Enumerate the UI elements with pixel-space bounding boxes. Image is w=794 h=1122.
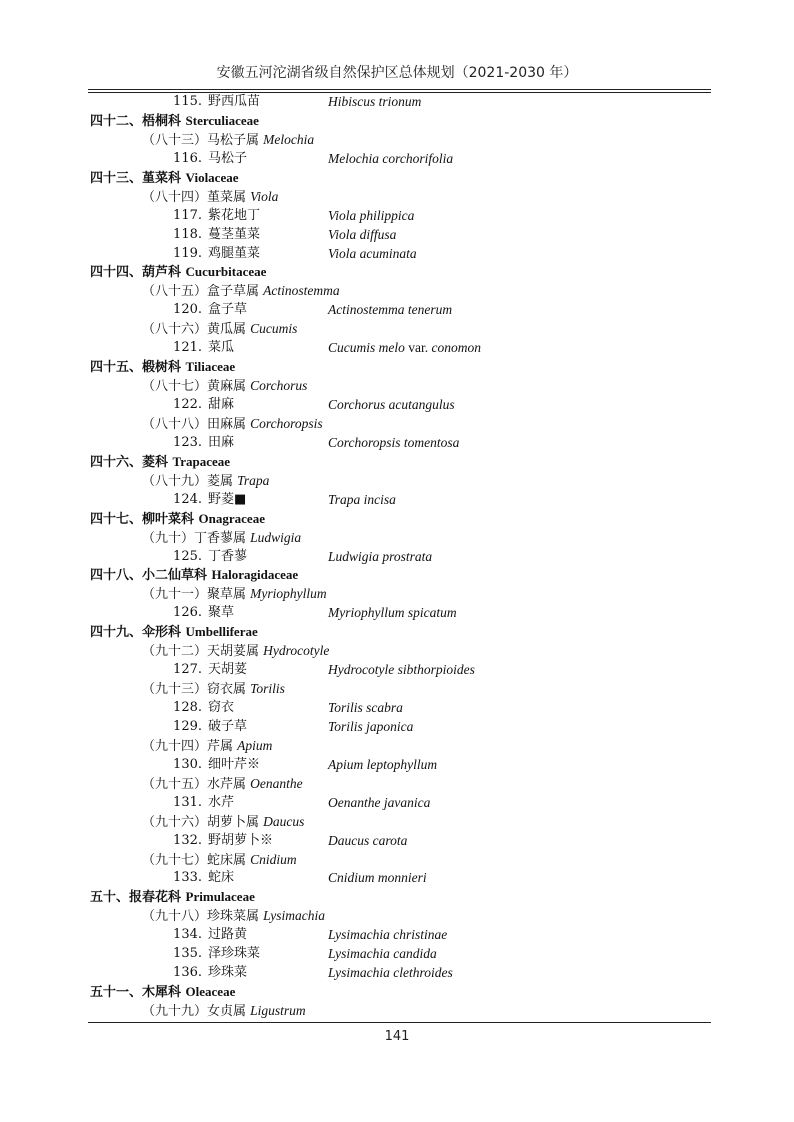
species-list [0,93,794,1021]
genus-cn: （九十四）芹属 [142,738,234,754]
species-number: 135. [173,946,202,962]
species-cn-name: 天胡荽 [208,662,248,678]
species-entry [0,301,794,320]
sci-binomial: Lysimachia clethroides [328,965,453,981]
sci-binomial: Hydrocotyle sibthorpioides [328,662,475,678]
genus-heading [0,131,794,150]
sci-binomial: Ludwigia prostrata [328,548,433,564]
species-number: 118. [173,226,202,242]
genus-heading [0,320,794,339]
genus-heading [0,813,794,832]
genus-cn: （九十八）珍珠菜属 [142,909,260,925]
species-number: 120. [173,302,202,318]
family-cn: 五十、报春花科 [90,890,182,906]
family-cn: 四十八、小二仙草科 [90,568,208,584]
genus-latin: Cnidium [250,851,297,867]
sci-binomial: Cnidium monnieri [328,870,427,886]
genus-cn: （八十六）黄瓜属 [142,322,247,338]
species-cn-name: 紫花地丁 [208,207,261,223]
species-entry [0,756,794,775]
sci-binomial: Viola acuminata [328,245,417,261]
species-sci-name [328,945,437,964]
family-latin: Sterculiaceae [185,112,259,128]
species-number: 115. [173,94,202,109]
species-entry [0,93,794,112]
genus-heading [0,585,794,604]
species-entry [0,926,794,945]
genus-name [142,415,323,435]
species-cn-name: 破子草 [208,718,248,734]
genus-heading [0,472,794,491]
species-number: 128. [173,700,202,715]
genus-name [142,680,285,700]
species-number: 130. [173,756,202,772]
genus-name [142,813,304,833]
genus-cn: （九十一）聚草属 [142,587,247,603]
species-cn-name: 田麻 [208,434,235,450]
sci-rank: var. [408,340,429,356]
species-number: 125. [173,548,202,564]
species-entry [0,548,794,567]
species-number: 121. [173,340,202,356]
species-entry [0,869,794,888]
species-cn-name: 野西瓜苗 [208,94,261,109]
species-sci-name [328,207,414,226]
family-heading [0,169,794,188]
species-sci-name [328,964,453,983]
genus-latin: Lysimachia [263,908,326,924]
genus-name [142,775,303,795]
species-number: 136. [173,965,202,981]
species-cn-name: 聚草 [208,605,235,621]
species-number: 117. [173,207,202,223]
species-sci-name [328,718,413,737]
family-latin: Oleaceae [185,984,236,1000]
species-sci-name [328,396,455,415]
genus-latin: Corchorus [250,378,308,394]
sci-binomial: Cucumis melo [328,340,405,356]
species-sci-name [328,832,407,851]
genus-latin: Hydrocotyle [263,643,330,659]
family-name [90,169,239,189]
genus-heading [0,907,794,926]
family-name [90,453,230,473]
genus-latin: Ligustrum [250,1003,306,1018]
family-heading [0,510,794,529]
genus-latin: Trapa [237,472,270,488]
family-latin: Tiliaceae [185,359,236,375]
species-entry [0,945,794,964]
species-sci-name [328,548,432,567]
sci-binomial: Lysimachia candida [328,946,437,962]
species-cn-name: 细叶芹※ [208,756,261,772]
species-sci-name [328,491,396,510]
species-cn-name: 过路黄 [208,927,248,943]
genus-name [142,642,329,662]
genus-heading [0,1002,794,1021]
genus-cn: （九十五）水芹属 [142,776,247,792]
genus-heading [0,851,794,870]
genus-latin: Myriophyllum [250,586,327,602]
genus-heading [0,415,794,434]
sci-binomial: Corchorus acutangulus [328,397,455,412]
species-entry [0,832,794,851]
family-heading [0,453,794,472]
genus-cn: （九十六）胡萝卜属 [142,814,260,830]
family-name [90,888,255,908]
genus-cn: （八十四）堇菜属 [142,189,247,205]
family-heading [0,263,794,282]
species-sci-name [328,301,452,320]
family-heading [0,566,794,585]
species-cn-name: 水芹 [208,794,235,810]
species-entry [0,396,794,415]
species-sci-name [328,226,396,245]
species-cn-name: 蛇床 [208,870,235,886]
family-name [90,263,266,283]
genus-latin: Daucus [263,813,305,829]
genus-latin: Corchoropsis [250,415,323,431]
genus-name [142,282,340,302]
species-entry [0,434,794,453]
species-sci-name [328,756,437,775]
species-number: 122. [173,397,202,412]
family-name [90,112,259,132]
species-cn-name: 珍珠菜 [208,965,248,981]
genus-name [142,529,301,549]
species-sci-name [328,699,403,718]
species-number: 123. [173,434,202,450]
species-sci-name [328,661,475,680]
family-latin: Cucurbitaceae [185,264,267,280]
family-cn: 四十三、堇菜科 [90,170,182,186]
sci-binomial: Hibiscus trionum [328,94,422,109]
family-name [90,510,265,530]
genus-name [142,377,307,397]
species-sci-name [328,339,481,358]
species-number: 133. [173,870,202,886]
species-entry [0,207,794,226]
sci-binomial: Trapa incisa [328,491,396,507]
species-cn-name: 菜瓜 [208,340,235,356]
family-heading [0,358,794,377]
genus-cn: （九十）丁香蓼属 [142,530,247,546]
genus-name [142,851,297,871]
family-latin: Violaceae [185,169,239,185]
family-name [90,983,235,1003]
family-name [90,623,258,643]
family-cn: 四十五、椴树科 [90,360,182,376]
species-cn-name: 丁香蓼 [208,548,248,564]
sci-binomial: Oenanthe javanica [328,794,431,810]
genus-cn: （八十八）田麻属 [142,416,247,432]
genus-heading [0,188,794,207]
genus-cn: （九十九）女贞属 [142,1004,247,1019]
family-latin: Umbelliferae [185,624,258,640]
species-entry [0,245,794,264]
sci-binomial: Viola diffusa [328,226,397,242]
species-sci-name [328,150,453,169]
species-entry [0,339,794,358]
family-latin: Trapaceae [172,453,231,469]
species-entry [0,661,794,680]
genus-name [142,188,278,208]
sci-infraspecific: conomon [431,340,481,356]
genus-cn: （九十七）蛇床属 [142,852,247,868]
species-sci-name [328,93,421,112]
page-header: 安徽五河沱湖省级自然保护区总体规划（2021-2030 年） [216,65,578,81]
family-latin: Onagraceae [198,510,265,526]
species-cn-name: 泽珍珠菜 [208,946,261,962]
family-name [90,358,235,378]
species-entry [0,699,794,718]
species-cn-name: 鸡腿堇菜 [208,245,261,261]
species-entry [0,604,794,623]
genus-heading [0,282,794,301]
family-heading [0,888,794,907]
species-entry [0,226,794,245]
family-heading [0,112,794,131]
genus-heading [0,775,794,794]
genus-heading [0,680,794,699]
species-entry [0,491,794,510]
sci-binomial: Daucus carota [328,832,408,848]
species-number: 134. [173,927,202,943]
sci-binomial: Lysimachia christinae [328,927,448,943]
species-cn-name: 野菱■ [208,491,247,507]
genus-heading [0,737,794,756]
genus-name [142,131,314,151]
species-sci-name [328,926,447,945]
sci-binomial: Torilis scabra [328,700,403,715]
genus-cn: （八十七）黄麻属 [142,379,247,395]
species-sci-name [328,604,457,623]
species-number: 129. [173,718,202,734]
family-cn: 五十一、木犀科 [90,985,182,1001]
family-latin: Primulaceae [185,889,255,905]
species-number: 132. [173,832,202,848]
species-cn-name: 野胡萝卜※ [208,832,274,848]
genus-name [142,907,325,927]
genus-cn: （八十九）菱属 [142,473,234,489]
page-number: 141 [384,1029,410,1044]
genus-cn: （九十三）窃衣属 [142,682,247,698]
sci-binomial: Myriophyllum spicatum [328,605,457,621]
genus-latin: Viola [250,188,279,204]
family-cn: 四十九、伞形科 [90,625,182,641]
genus-latin: Apium [237,737,273,753]
family-cn: 四十四、葫芦科 [90,265,182,281]
genus-heading [0,529,794,548]
species-entry [0,718,794,737]
genus-name [142,585,327,605]
sci-binomial: Torilis japonica [328,718,414,734]
genus-name [142,472,269,492]
species-number: 119. [173,245,202,261]
family-cn: 四十七、柳叶菜科 [90,511,195,527]
species-number: 116. [173,150,202,166]
genus-latin: Oenanthe [250,775,303,791]
family-name [90,566,298,586]
species-number: 131. [173,794,202,810]
species-number: 127. [173,662,202,678]
genus-latin: Melochia [263,131,315,147]
genus-cn: （九十二）天胡荽属 [142,644,260,660]
species-entry [0,964,794,983]
family-heading [0,623,794,642]
species-cn-name: 盒子草 [208,302,248,318]
species-sci-name [328,794,430,813]
genus-name [142,737,272,757]
genus-name [142,1002,306,1022]
genus-latin: Ludwigia [250,529,302,545]
sci-binomial: Corchoropsis tomentosa [328,434,460,450]
genus-latin: Torilis [250,681,285,697]
species-sci-name [328,869,427,888]
species-sci-name [328,245,417,264]
sci-binomial: Actinostemma tenerum [328,302,453,318]
species-cn-name: 马松子 [208,150,248,166]
sci-binomial: Apium leptophyllum [328,756,438,772]
genus-heading [0,377,794,396]
sci-binomial: Melochia corchorifolia [328,150,454,166]
family-latin: Haloragidaceae [211,567,299,583]
species-number: 124. [173,491,202,507]
genus-cn: （八十三）马松子属 [142,132,260,148]
species-cn-name: 蔓茎堇菜 [208,226,261,242]
species-sci-name [328,434,459,453]
genus-cn: （八十五）盒子草属 [142,284,260,300]
family-cn: 四十二、梧桐科 [90,113,182,129]
sci-binomial: Viola philippica [328,207,415,223]
family-cn: 四十六、菱科 [90,454,169,470]
family-heading [0,983,794,1002]
species-entry [0,150,794,169]
species-cn-name: 窃衣 [208,700,235,715]
genus-heading [0,642,794,661]
genus-latin: Actinostemma [263,283,340,299]
genus-latin: Cucumis [250,321,298,337]
genus-name [142,320,297,340]
species-entry [0,794,794,813]
species-number: 126. [173,605,202,621]
footer-rule [88,1022,711,1023]
species-cn-name: 甜麻 [208,397,235,412]
